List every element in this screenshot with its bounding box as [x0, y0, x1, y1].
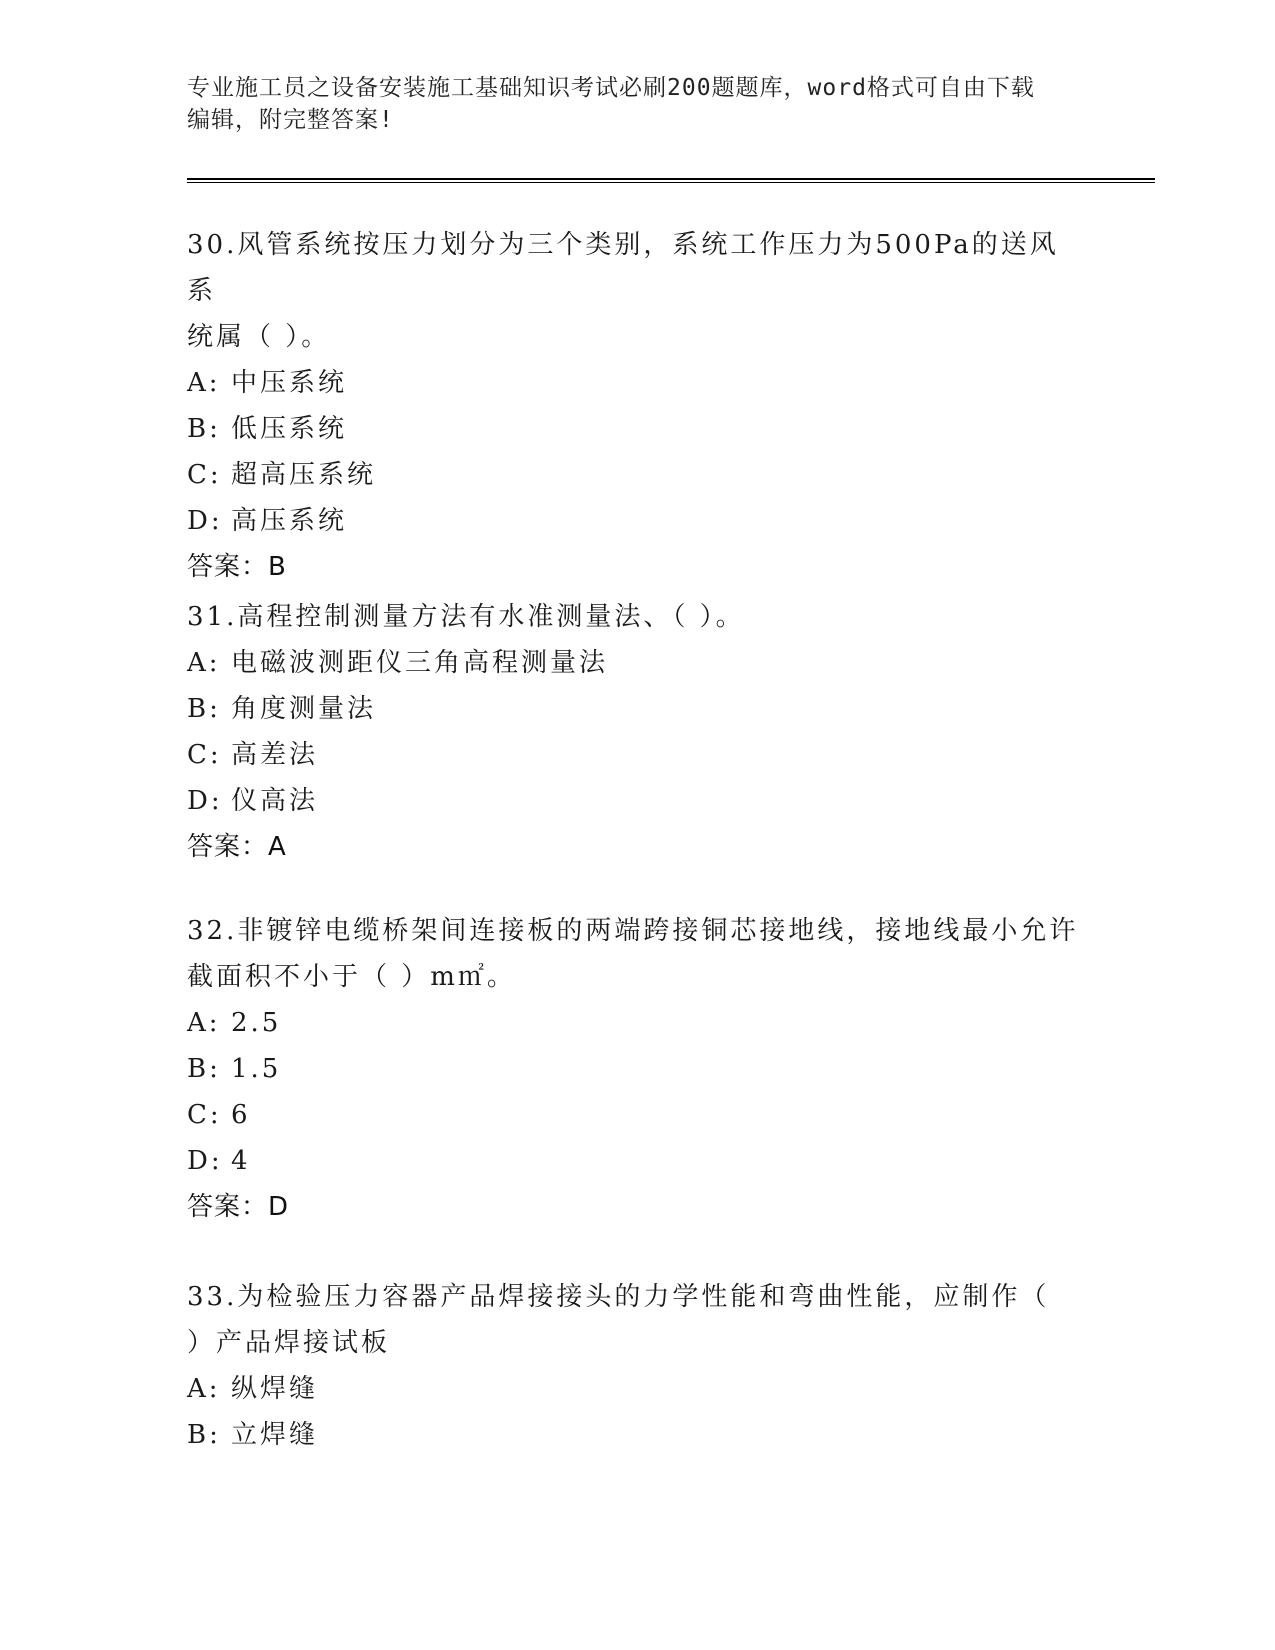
header-title-line-1: 专业施工员之设备安装施工基础知识考试必刷200题题库，word格式可自由下载: [187, 75, 1035, 101]
answer-text: 答案：A: [187, 832, 287, 862]
header-title-line-2: 编辑，附完整答案!: [187, 107, 394, 133]
option-text: 4: [231, 1146, 251, 1176]
option-label: A:: [187, 1008, 221, 1038]
answer-text: 答案：B: [187, 552, 287, 582]
option-text: 2.5: [231, 1008, 282, 1038]
option-c: [187, 732, 1087, 778]
option-text: 高差法: [231, 740, 319, 770]
question-30: [187, 222, 1087, 590]
option-label: A:: [187, 1374, 221, 1404]
option-b: [187, 1412, 1087, 1458]
option-a: [187, 1366, 1087, 1412]
option-text: 角度测量法: [231, 694, 377, 724]
option-d: [187, 498, 1087, 544]
option-label: B:: [187, 1420, 221, 1450]
option-text: 电磁波测距仪三角高程测量法: [231, 648, 609, 678]
question-stem: 30.风管系统按压力划分为三个类别，系统工作压力为500Pa的送风系: [187, 230, 1059, 306]
option-label: C:: [187, 460, 222, 490]
question-33: [187, 1274, 1087, 1458]
answer-text: 答案：D: [187, 1192, 290, 1222]
option-a: [187, 1000, 1087, 1046]
option-label: B:: [187, 694, 221, 724]
option-label: D:: [187, 506, 223, 536]
question-32: [187, 908, 1087, 1230]
option-label: D:: [187, 786, 223, 816]
option-d: [187, 1138, 1087, 1184]
option-d: [187, 778, 1087, 824]
option-a: [187, 640, 1087, 686]
option-text: 高压系统: [231, 506, 348, 536]
option-text: 纵焊缝: [231, 1374, 319, 1404]
question-stem-continued: 截面积不小于（ ）m㎡。: [187, 962, 516, 992]
option-label: B:: [187, 1054, 221, 1084]
option-label: C:: [187, 1100, 222, 1130]
option-label: C:: [187, 740, 222, 770]
question-stem: 33.为检验压力容器产品焊接接头的力学性能和弯曲性能，应制作（: [187, 1282, 1050, 1312]
option-label: A:: [187, 368, 221, 398]
option-label: D:: [187, 1146, 223, 1176]
option-a: [187, 360, 1087, 406]
option-c: [187, 452, 1087, 498]
option-text: 超高压系统: [231, 460, 377, 490]
question-stem-continued: 统属（ ）。: [187, 322, 331, 352]
question-stem: 32.非镀锌电缆桥架间连接板的两端跨接铜芯接地线，接地线最小允许: [187, 916, 1079, 946]
document-header: [187, 72, 1067, 136]
option-b: [187, 1046, 1087, 1092]
option-text: 立焊缝: [231, 1420, 319, 1450]
option-b: [187, 686, 1087, 732]
header-divider: [187, 178, 1155, 183]
option-label: A:: [187, 648, 221, 678]
question-stem: 31.高程控制测量方法有水准测量法、（ ）。: [187, 602, 745, 632]
option-text: 仪高法: [231, 786, 319, 816]
question-stem-continued: ）产品焊接试板: [187, 1328, 391, 1358]
option-text: 低压系统: [231, 414, 348, 444]
option-text: 1.5: [231, 1054, 282, 1084]
question-31: [187, 594, 1087, 870]
option-c: [187, 1092, 1087, 1138]
option-b: [187, 406, 1087, 452]
option-label: B:: [187, 414, 221, 444]
option-text: 中压系统: [231, 368, 348, 398]
option-text: 6: [231, 1100, 251, 1130]
